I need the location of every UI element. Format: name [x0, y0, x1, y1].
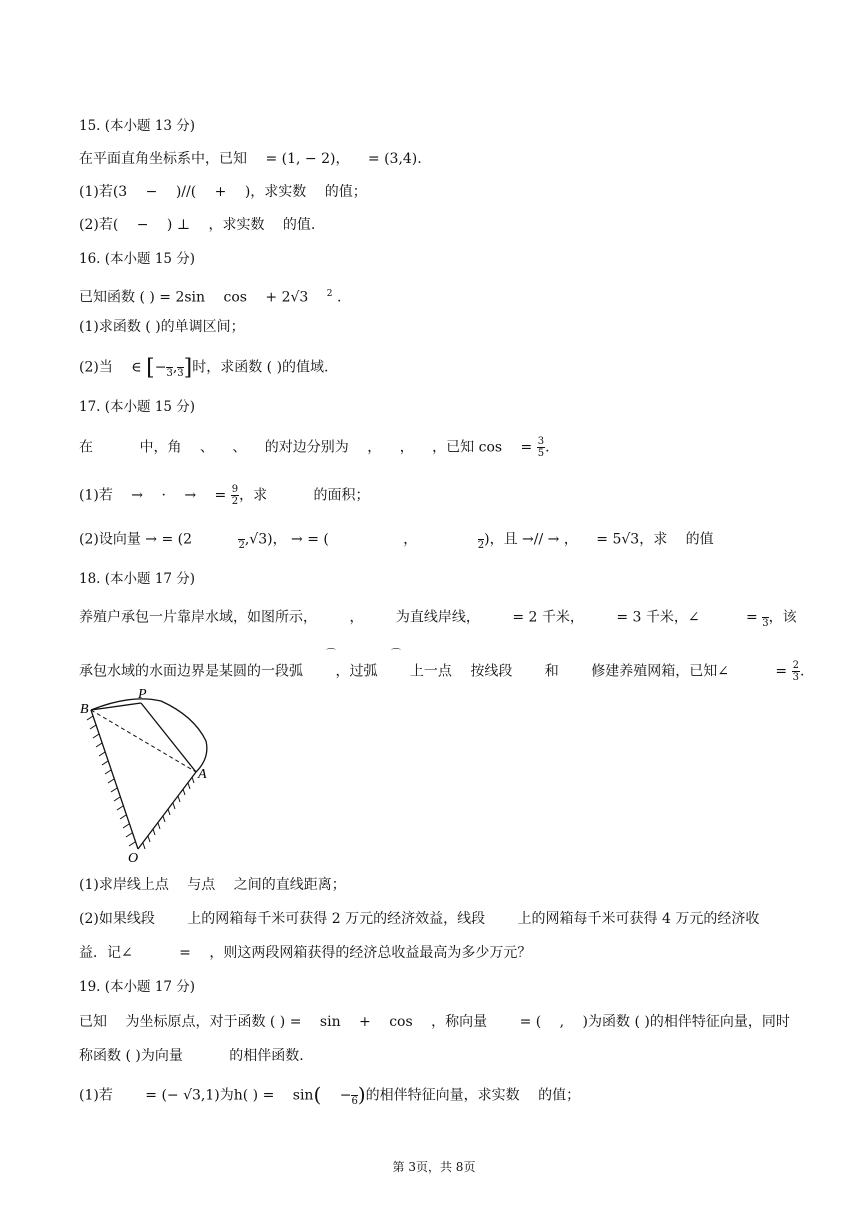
- q18-stem1-end: ，该: [768, 609, 797, 626]
- q17-header: 17. (本小题 15 分): [79, 399, 196, 415]
- arc-mark-icon: ⌒: [326, 649, 336, 660]
- q16-fraction-1-den: 3: [166, 368, 173, 379]
- q18-stem2-text: 承包水域的水面边界是某圆的一段弧 ，过弧 上一点 按线段 和 修建养殖网箱，已知∠ =: [79, 663, 792, 680]
- q17-stem-end: .: [545, 439, 550, 456]
- q18-stem1-text: 养殖户承包一片靠岸水域，如图所示， ， 为直线岸线， = 2 千米， = 3 千米，∠ =: [79, 609, 763, 626]
- q16-stem-text: 已知函数 ( ) = 2sin cos + 2√3: [79, 289, 327, 306]
- q18-part2-line2: 益．记∠ = ，则这两段网箱获得的经济总收益最高为多少万元？: [79, 945, 532, 961]
- q18-stem2-end: .: [800, 663, 805, 680]
- q19-right-paren: ): [357, 1082, 366, 1107]
- q17-part1-end: ，求 的面积；: [239, 487, 370, 504]
- q16-header: 16. (本小题 15 分): [79, 251, 196, 267]
- q17-stem: [79, 436, 550, 459]
- q16-stem: [79, 285, 341, 307]
- q17-part1-text: (1)若 → · → =: [79, 487, 231, 504]
- q18-stem2-den: 3: [792, 672, 799, 683]
- q17-stem-fraction: [537, 436, 545, 459]
- q17-stem-num: 3: [537, 436, 545, 447]
- q15-header: 15. (本小题 13 分): [79, 118, 196, 134]
- q16-fraction-1: [166, 356, 172, 379]
- q18-header: 18. (本小题 17 分): [79, 571, 196, 587]
- q19-left-paren: (: [313, 1082, 322, 1107]
- q17-part2-text-a: (2)设向量 → = (2: [79, 531, 239, 548]
- q19-part1-end: 的相伴特征向量，求实数 的值；: [365, 1087, 581, 1104]
- q16-part1: (1)求函数 ( )的单调区间；: [79, 319, 245, 335]
- q17-stem-text: 在 中，角 、 、 的对边分别为 ， ， ，已知 cos =: [79, 439, 537, 456]
- label-O: O: [128, 851, 139, 866]
- page-footer: 第 3页，共 8页: [392, 1160, 476, 1174]
- arc-mark-icon: ⌒: [391, 649, 401, 660]
- q19-stem-line1: 已知 为坐标原点，对于函数 ( ) = sin + cos ，称向量 = ( , )为函数 ( )的相伴特征向量，同时: [79, 1014, 790, 1030]
- q17-part1-fraction: [231, 484, 239, 507]
- q18-stem1-den: 3: [762, 618, 769, 629]
- q17-part2-den-2: 2: [477, 540, 485, 551]
- q16-part2-text: (2)当 ∈: [79, 359, 147, 376]
- q15-part2: (2)若( − ) ⊥ ，求实数 的值.: [79, 217, 316, 233]
- label-P: P: [138, 687, 147, 702]
- q18-stem-line2: [79, 660, 804, 683]
- q19-header: 19. (本小题 17 分): [79, 979, 196, 995]
- q17-part2-text-b: ,√3)， → = ( ，: [244, 531, 478, 548]
- q16-stem-end: .: [332, 289, 342, 306]
- q18-figure-diagram: [76, 686, 226, 866]
- q18-stem-line1: [79, 606, 797, 629]
- q17-part2-text-c: )，且 →// → ， = 5√3，求 的值: [484, 531, 714, 548]
- label-B: B: [80, 702, 89, 717]
- q16-fraction-2-den: 3: [177, 368, 184, 379]
- q16-right-bracket: ]: [183, 355, 193, 381]
- q18-part2-line1: (2)如果线段 上的网箱每千米可获得 2 万元的经济效益，线段 上的网箱每千米可获得 4 万元的经济收: [79, 911, 760, 927]
- q19-stem-line2: 称函数 ( )为向量 的相伴函数.: [79, 1048, 304, 1064]
- q17-part1-num: 9: [231, 484, 239, 495]
- q16-stem-exponent: 2: [326, 289, 333, 299]
- q18-stem2-fraction: [792, 660, 800, 683]
- q17-part2: [79, 528, 714, 551]
- q17-part1-den: 2: [231, 496, 239, 507]
- label-A: A: [198, 767, 207, 782]
- q16-part2: (2)当 ∈ [− 3 , 3 ]时，求函数 ( )的值域.: [79, 355, 329, 381]
- q16-left-bracket: [: [146, 355, 155, 381]
- q19-fraction-den: 6: [351, 1096, 358, 1107]
- q19-part1: (1)若 = (− √3,1)为h( ) = sin( − 6 )的相伴特征向量，求实数 的值；: [79, 1082, 581, 1107]
- q18-part1: (1)求岸线上点 与点 之间的直线距离；: [79, 877, 346, 893]
- q16-part2-end: 时，求函数 ( )的值域.: [192, 359, 329, 376]
- q19-part1-text: (1)若 = (− √3,1)为h( ) = sin: [79, 1087, 314, 1104]
- q17-stem-den: 5: [537, 448, 545, 459]
- q17-part1: [79, 484, 370, 507]
- q15-stem: 在平面直角坐标系中，已知 = (1, − 2)， = (3,4).: [79, 151, 422, 167]
- q18-stem2-num: 2: [792, 660, 799, 671]
- q15-part1: (1)若(3 − )//( + )，求实数 的值；: [79, 184, 367, 200]
- q17-part2-den-1: 2: [238, 540, 245, 551]
